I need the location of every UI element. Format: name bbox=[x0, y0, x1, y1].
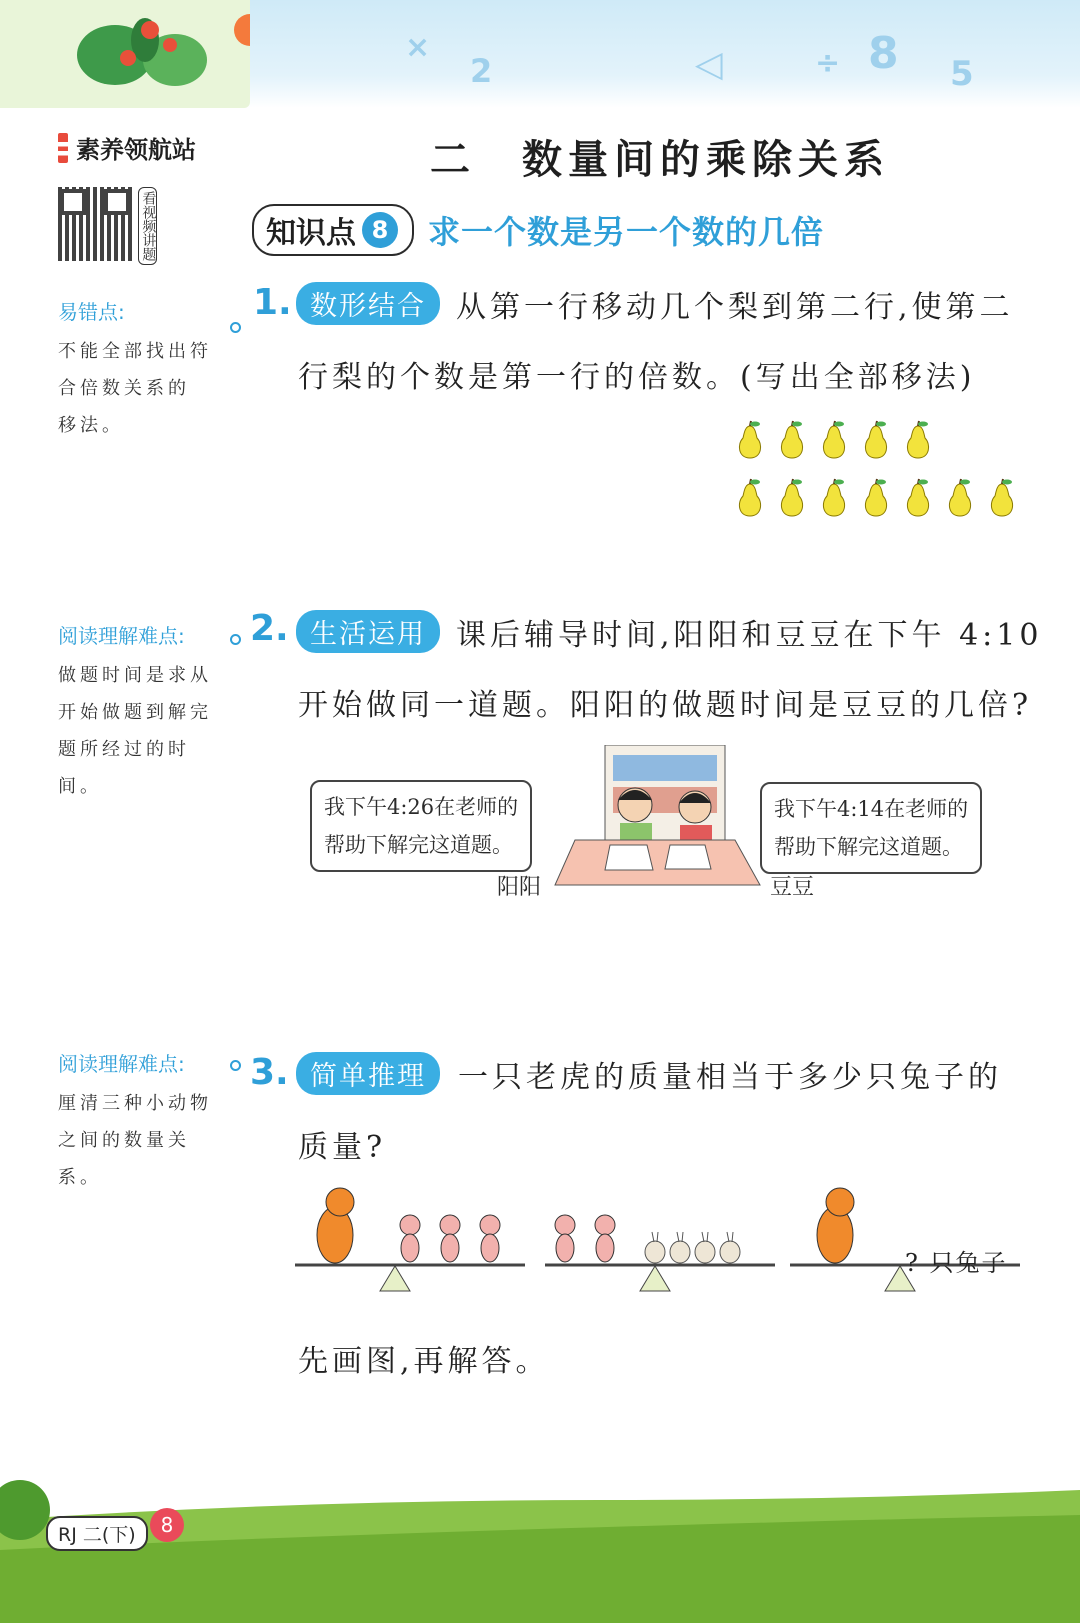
tip-line: 合倍数关系的 bbox=[58, 378, 190, 399]
tip-mistake bbox=[58, 296, 223, 444]
tip-body bbox=[58, 1085, 223, 1196]
bubble-line: 我下午4:26在老师的 bbox=[324, 795, 519, 819]
pear-icon bbox=[735, 478, 765, 518]
pear-icon bbox=[777, 420, 807, 460]
question-number: 3. bbox=[250, 1052, 289, 1093]
book-tag: RJ 二(下) bbox=[46, 1516, 148, 1551]
name-label-doudou: 豆豆 bbox=[770, 875, 815, 900]
question-text: 行梨的个数是第一行的倍数。(写出全部移法) bbox=[298, 360, 976, 395]
tip-line: 开始做题到解完 bbox=[58, 702, 212, 723]
pear-icon bbox=[735, 420, 765, 460]
question-number: 2. bbox=[250, 608, 289, 649]
tip-reading-2 bbox=[58, 1048, 223, 1196]
pear-icon bbox=[819, 420, 849, 460]
tip-line: 不能全部找出符 bbox=[58, 341, 212, 362]
question-tag: 生活运用 bbox=[296, 610, 440, 653]
bubble-line: 帮助下解完这道题。 bbox=[324, 833, 513, 857]
tip-line: 系。 bbox=[58, 1167, 102, 1188]
divide-sign-icon: ÷ bbox=[815, 46, 841, 81]
top-banner bbox=[0, 0, 1080, 108]
leaf-illustration bbox=[0, 0, 250, 108]
times-sign-icon: × bbox=[405, 30, 431, 65]
triangle-decoration-icon: ◁ bbox=[695, 44, 723, 85]
bottom-grass-band bbox=[0, 1480, 1080, 1623]
tip-reading-1 bbox=[58, 620, 223, 805]
question-tag: 简单推理 bbox=[296, 1052, 440, 1095]
knowledge-point-header bbox=[252, 204, 824, 256]
knowledge-point-badge bbox=[252, 204, 414, 256]
tip-body bbox=[58, 657, 223, 805]
instruction-text: 先画图,再解答。 bbox=[298, 1344, 550, 1379]
tip-line: 厘清三种小动物 bbox=[58, 1093, 212, 1114]
tip-line: 移法。 bbox=[58, 415, 124, 436]
chapter-title: 二 数量间的乘除关系 bbox=[430, 137, 890, 183]
speech-bubble-yangyang bbox=[310, 780, 532, 872]
pear-icon bbox=[777, 478, 807, 518]
tip-line: 题所经过的时间。 bbox=[58, 739, 190, 797]
bubble-line: 帮助下解完这道题。 bbox=[774, 835, 963, 859]
question-text: 课后辅导时间,阳阳和豆豆在下午 4:10 bbox=[456, 618, 1043, 653]
qr-code-icon[interactable] bbox=[58, 187, 132, 261]
pear-icon bbox=[819, 478, 849, 518]
question-text: 质量? bbox=[298, 1130, 387, 1165]
page-number: 8 bbox=[150, 1508, 184, 1542]
question-tag: 数形结合 bbox=[296, 282, 440, 325]
question-text: 一只老虎的质量相当于多少只兔子的 bbox=[458, 1060, 1002, 1095]
digit-decoration-icon: 2 bbox=[470, 52, 493, 90]
balance-scale-1 bbox=[295, 1188, 525, 1291]
question-number: 1. bbox=[253, 282, 292, 323]
bullet-dot-icon bbox=[230, 1060, 241, 1071]
tip-title: 阅读理解难点: bbox=[58, 1052, 185, 1076]
question-text: 开始做同一道题。阳阳的做题时间是豆豆的几倍? bbox=[298, 688, 1033, 723]
brand-label: 素养领航站 bbox=[76, 136, 196, 164]
tip-body bbox=[58, 333, 223, 444]
pear-icon bbox=[903, 478, 933, 518]
qr-label: 看视频讲题 bbox=[138, 187, 157, 265]
lighthouse-icon bbox=[58, 133, 68, 163]
pear-icon bbox=[861, 420, 891, 460]
students-desk-illustration bbox=[535, 745, 765, 895]
tip-line: 之间的数量关 bbox=[58, 1130, 190, 1151]
pear-icon bbox=[987, 478, 1017, 518]
bullet-dot-icon bbox=[230, 322, 241, 333]
knowledge-point-title: 求一个数是另一个数的几倍 bbox=[428, 213, 825, 251]
pear-icon bbox=[861, 478, 891, 518]
digit-decoration-icon: 5 bbox=[950, 54, 974, 94]
speech-bubble-doudou bbox=[760, 782, 982, 874]
knowledge-point-number: 8 bbox=[362, 212, 398, 248]
question-text: 从第一行移动几个梨到第二行,使第二 bbox=[456, 290, 1014, 325]
qr-section[interactable] bbox=[58, 187, 228, 265]
pear-row-bottom bbox=[735, 478, 1029, 522]
pear-row-top bbox=[735, 420, 945, 464]
knowledge-point-label: 知识点 bbox=[266, 216, 356, 251]
pear-icon bbox=[903, 420, 933, 460]
pear-icon bbox=[945, 478, 975, 518]
unknown-rabbits-label: ? 只兔子 bbox=[905, 1249, 1008, 1277]
sidebar bbox=[58, 130, 228, 265]
tip-title: 易错点: bbox=[58, 300, 125, 324]
bubble-line: 我下午4:14在老师的 bbox=[774, 797, 969, 821]
brand bbox=[58, 130, 228, 165]
balance-scale-2 bbox=[545, 1215, 775, 1291]
name-label-yangyang: 阳阳 bbox=[497, 875, 542, 900]
tip-title: 阅读理解难点: bbox=[58, 624, 185, 648]
bullet-dot-icon bbox=[230, 634, 241, 645]
digit-decoration-icon: 8 bbox=[868, 28, 899, 79]
tip-line: 做题时间是求从 bbox=[58, 665, 212, 686]
